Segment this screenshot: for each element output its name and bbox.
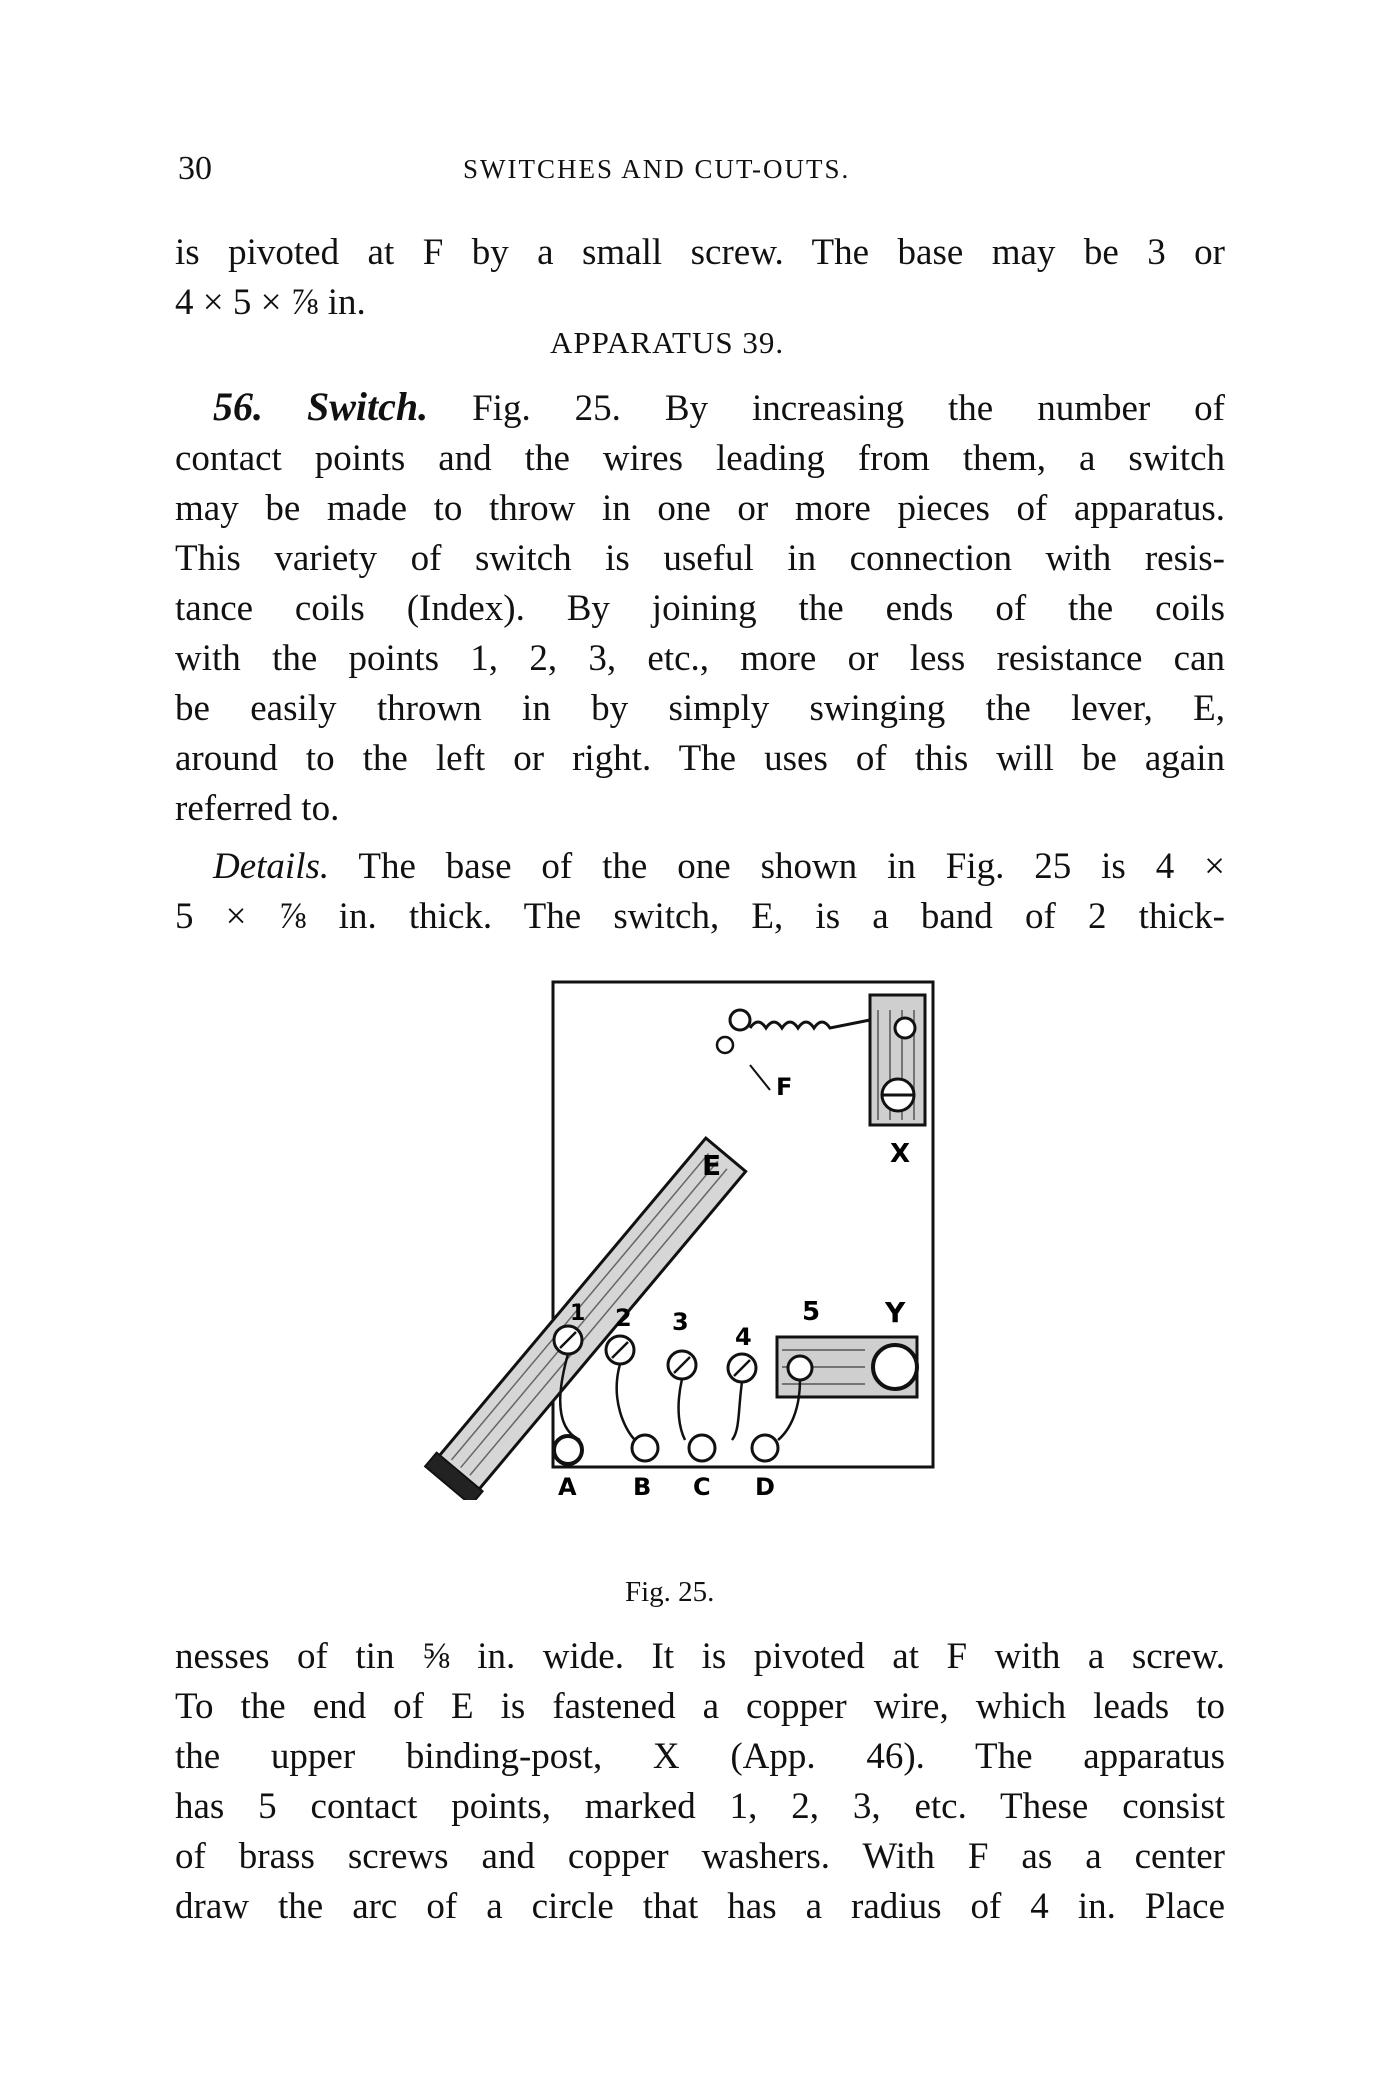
label-y: Y xyxy=(885,1296,906,1329)
text-line: tance coils (Index). By joining the ends of the coils xyxy=(175,588,1225,629)
text-line: referred to. xyxy=(175,788,340,829)
details-paragraph xyxy=(175,842,1225,942)
text-line: may be made to throw in one or more pieces of apparatus. xyxy=(175,488,1225,529)
text-line: is pivoted at F by a small screw. The base may be 3 or xyxy=(175,232,1225,273)
page-header xyxy=(178,150,1218,190)
text-line: nesses of tin ⅝ in. wide. It is pivoted at F with a screw. xyxy=(175,1636,1225,1677)
label-a: A xyxy=(558,1473,577,1500)
text-line: draw the arc of a circle that has a radius of 4 in. Place xyxy=(175,1886,1225,1927)
section-first-line xyxy=(175,382,1225,434)
text-line: be easily thrown in by simply swinging the lever, E, xyxy=(175,688,1225,729)
coil-wire xyxy=(750,1020,870,1028)
label-x: X xyxy=(890,1139,911,1169)
text-line: This variety of switch is useful in connection with resis- xyxy=(175,538,1225,579)
section-paragraph xyxy=(175,382,1225,834)
details-first-line xyxy=(175,842,1225,892)
text-line: contact points and the wires leading from them, a switch xyxy=(175,438,1225,479)
details-lead: Details. xyxy=(213,846,330,887)
apparatus-heading: APPARATUS 39. xyxy=(550,325,785,360)
binding-post-x-screw-upper xyxy=(895,1018,915,1038)
pivot-screw-f xyxy=(730,1010,750,1030)
text-line: 4 × 5 × ⅞ in. xyxy=(175,282,366,323)
text-line: The base of the one shown in Fig. 25 is 4 × xyxy=(358,846,1225,887)
text-line: 5 × ⅞ in. thick. The switch, E, is a band of 2 thick- xyxy=(175,896,1225,937)
text-line: around to the left or right. The uses of this will be again xyxy=(175,738,1225,779)
text-line: with the points 1, 2, 3, etc., more or less resistance can xyxy=(175,638,1225,679)
intro-paragraph xyxy=(175,228,1225,328)
label-b: B xyxy=(633,1473,652,1500)
label-d: D xyxy=(755,1473,775,1500)
text-line: has 5 contact points, marked 1, 2, 3, etc. These consist xyxy=(175,1786,1225,1827)
terminal-d xyxy=(752,1435,778,1461)
text-line: the upper binding-post, X (App. 46). The apparatus xyxy=(175,1736,1225,1777)
label-f: F xyxy=(776,1073,793,1101)
running-head: SWITCHES AND CUT-OUTS. xyxy=(463,154,851,184)
binding-post-y xyxy=(873,1345,917,1389)
section-title: Switch. xyxy=(306,384,429,429)
terminal-b xyxy=(632,1435,658,1461)
page-number: 30 xyxy=(178,150,212,187)
label-2: 2 xyxy=(615,1304,632,1332)
section-number: 56. xyxy=(213,384,263,429)
label-3: 3 xyxy=(672,1308,689,1336)
figure-caption: Fig. 25. xyxy=(625,1576,715,1608)
label-4: 4 xyxy=(735,1323,752,1351)
figure-25-illustration xyxy=(420,970,960,1500)
label-c: C xyxy=(693,1473,711,1500)
text-line: To the end of E is fastened a copper wire, which leads to xyxy=(175,1686,1225,1727)
text-line: Fig. 25. By increasing the number of xyxy=(472,388,1226,429)
label-e: E xyxy=(702,1149,722,1182)
text-line: of brass screws and copper washers. With F as a center xyxy=(175,1836,1225,1877)
contact-point-5 xyxy=(788,1356,812,1380)
label-1: 1 xyxy=(570,1301,586,1326)
continuation-paragraph xyxy=(175,1632,1225,1932)
terminal-c xyxy=(689,1435,715,1461)
label-5: 5 xyxy=(802,1297,821,1327)
terminal-a xyxy=(554,1436,582,1464)
